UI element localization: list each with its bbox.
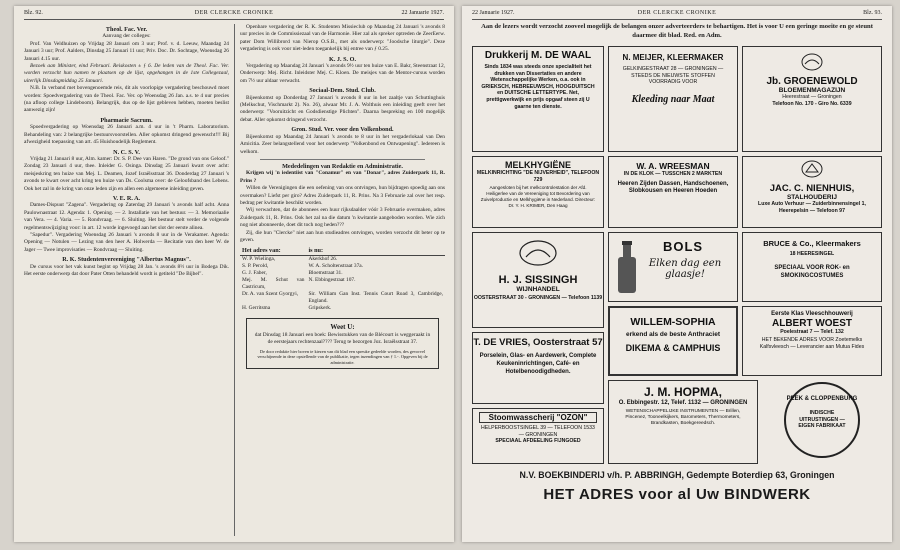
ad-title: Jb. GROENEWOLD: [766, 76, 858, 87]
address-value: Gripskerk.: [308, 305, 332, 312]
heading-sociaal-dem: Sociaal-Dem. Stud. Club.: [309, 87, 376, 95]
text-paragraph: Bijeenkomst op Donderdag 27 Januari 's avonds 8 uur in het zaaltje van Schuttinghuis (Melkschut, Vischmarkt 2). No. 26), alwaar Mr. J. A. Wolthuis een inleiding geeft over het onderwerp: "Vooruitzicht en Godsdienstige Plichten". Daarna bespreking en 100 mogelijk debat. Aller opkomst dringend verzocht.: [240, 94, 445, 123]
text-paragraph: Willen de Verenigingen die een oefening van ons ontvingen, hun bijdragen spoedig aan ons overmaken? Liefst per giro? Adres Zuiderpark 11, R. Prins. Na 3 Februarie zal over het resp. bedrag per kwitantie beschikt worden.: [240, 185, 445, 206]
ad-title: ALBERT WOEST: [772, 317, 852, 329]
right-running-header: [472, 10, 882, 20]
heading-albertus-magnus: R. K. Studentenvereeniging "Albertus Magnus".: [62, 256, 191, 264]
text-paragraph: Krijgen wij 'n iedentiist van "Conamur" en van "Donar", adres Zuiderpark 11, R. Prins ?: [240, 170, 445, 184]
weet-u-box: [246, 318, 439, 369]
ad-ozon: [472, 408, 604, 464]
ad-subtitle: STALHOUDERIJ: [786, 194, 838, 201]
ad-text: SPECIAAL AFDEELING FIJNGOED: [495, 438, 581, 445]
ad-address: 18 HEERESINGEL: [789, 251, 835, 257]
address-name: S. P. Perold,: [242, 263, 269, 270]
ad-title: BRUCE & Co., Kleermakers: [763, 239, 861, 248]
table-row: [240, 270, 445, 277]
bindery-ad-slogan: HET ADRES voor al Uw BINDWERK: [543, 486, 811, 503]
ad-title: T. DE VRIES, Oosterstraat 57: [473, 337, 603, 348]
ad-woest: [742, 306, 882, 376]
address-name: G. J. Faber,: [242, 270, 267, 277]
left-column-2: [240, 24, 445, 536]
left-column-1: [24, 24, 229, 536]
heading-vera: V. E. R. A.: [112, 194, 141, 202]
text-paragraph: "Sapedur". Vergadering Woensdag 26 Januari 's avonds 8 uur in de Verakamer. Agenda: Opening — Notulen — Lezing van den heer A. Holwerda — Recitatie van den heer W. de Jager — Twee improvisaties — Rondvraag — Sluiting.: [24, 231, 229, 253]
table-row: [240, 277, 445, 291]
table-row: [240, 305, 445, 312]
ad-title: PEEK & CLOPPENBURG: [786, 396, 858, 402]
ad-title: JAC. C. NIENHUIS,: [769, 183, 855, 194]
text-paragraph: Vergadering op Maandag 24 Januari 's avonds 9½ uur ten huize van E. Bakr, Steenstraat 12, Onderwerp: Mej. Richt. Inleidster Mej. C. Kloen. De meisjes van de Mentor-cursus worden om 7½ uur aldaar verwacht.: [240, 63, 445, 84]
heading-theol-fac: Theol. Fac. Ver.: [105, 26, 148, 33]
address-name: Mej. M. Schut van Castricum,: [242, 277, 305, 291]
ad-text: HET BEKENDE ADRES VOOR Zoetemelks Kalfsvleesch — Leverancier aan Mutua Fides: [759, 337, 865, 350]
ad-nienhuis: [742, 156, 882, 228]
address-value: Akerkhof 26.: [308, 256, 338, 263]
ad-text: Porselein, Glas- en Aardewerk, Complete Keukeninrichtingen, Café- en Hotelbenoodigdheden.: [479, 353, 597, 375]
right-page-number: Blz. 93.: [863, 10, 882, 16]
text-paragraph: Openbare vergadering der R. K. Studenten Missieclub op Maandag 24 Januari 's avonds 8 uur precies in de Commissiezaal van de Harmonie. Hier zal als spreker optreden de ZeerEerw. pater Dom Willibrord van Nierop O.S.B., met als onderwerp: "Joodsche liturgie". Deze vergadering is ook voor niet-leden toegankelijk bij entree van ƒ 0.25.: [240, 24, 445, 53]
divider: [260, 159, 425, 160]
ad-wreesman: [608, 156, 738, 228]
ad-title: J. M. HOPMA,: [643, 385, 722, 399]
text-paragraph: Zij, die hun "Clercke" niet aan hun studieadres ontvingen, worden verzocht dit beter op te geven.: [240, 229, 445, 243]
ad-subtitle: WIJNHANDEL: [516, 286, 560, 293]
address-column-header: Het adres van:: [240, 246, 306, 256]
left-page: [14, 6, 454, 542]
ad-address: OOSTERSTRAAT 30 - GRONINGEN — Telefoon 1139: [473, 295, 603, 301]
text-paragraph: N.B. In verband met bovengenoemde reis, dit als voorlopige vergadering beschouwd moet worden: Spoedvergadering van de Theol. Fac. Ver. op Woensdag 26 Jan. a.s. te 4 uur precies (na afloop college Lindeboom). Belangrijk, dus op de lijst gebleven hebben, moeten beslist aanwezig zijn!: [24, 85, 229, 114]
ad-address: O. Ebbingestr. 12, Telef. 1132 — GRONINGEN: [618, 400, 748, 406]
text-paragraph: Wij verwachten, dat de abonnees een huur rijksdaalder vóór 3 Februarie overmaken, adres Zuiderpark 11, R. Prins. Ook het zal na die datum 'n kwitantie aangeboden worden. Wie zich nog niet abonneerde, doet dit toch nog heden???: [240, 207, 445, 229]
weet-u-title: Weet U:: [330, 323, 355, 332]
text-paragraph: De cursus voor het vak kunst begint op Vrijdag 28 Jan. 's avonds 8½ uur in Bodega Dik. Het eerste onderwerp dat door Pater Otten behandeld wordt is getiteld "De Bijbel".: [24, 263, 229, 277]
bottle-icon: [615, 239, 639, 295]
text-paragraph: Bezoek aan Minister, eind Februari. Reiskosten ± ƒ 6. De leden van de Theol. Fac. Ver. worden verzocht hun namen te plaatsen op de lijst, opgehangen in de 1ste Collegezaal, uiterlijk Dinsdagmiddag 25 Januari.: [24, 63, 229, 84]
ad-subtitle: MELKINRICHTING "DE NIJVERHEID", TELEFOON 729: [476, 170, 600, 183]
ad-willem-sophia: [608, 306, 738, 376]
ad-sissingh: [472, 232, 604, 328]
weet-u-small-print: De door redaktie hier boven te kiezen van dit blad een spreuke gedeelde worden, des gevorvel verschijnende in deze opstellende van de publikatie, tegen inzendingen van ƒ 1.-. Opgeven bij de administratie.: [257, 348, 428, 365]
ad-address: Poelestraat 7 — Telef. 132: [780, 328, 844, 335]
ad-text: WETENSCHAPPELIJKE INSTRUMENTEN — Brillen, Pincenez, Tooneelkijkers, Barometers, Thermometers, Brandkasten, Boekgereedsch.: [625, 409, 741, 427]
ad-address: HELPERBOOSTSINGEL 39 — TELEFOON 1533 — GRONINGEN: [481, 425, 595, 438]
address-change-table: [240, 246, 445, 312]
ad-subtitle: IN DE KLOK — TUSSCHEN 2 MARKTEN: [623, 171, 723, 177]
ad-melkhygiene: [472, 156, 604, 228]
ad-title: MELKHYGIËNE: [504, 160, 571, 170]
ad-text: SPECIAAL VOOR ROK- en SMOKINGCOSTUMES: [774, 264, 850, 279]
ad-title: WILLEM-SOPHIA: [630, 316, 716, 328]
table-row: [240, 263, 445, 270]
address-name: H. Gerritsma: [242, 305, 271, 312]
ad-meijer: [608, 46, 738, 152]
text-paragraph: Bijeenkomst op Maandag 24 Januari 's avonds te 8 uur in het vergaderlokaal van Den Amicitia. Zeer belangstellend voor het onderwerp "Volkenbond en Ontwapening". Iedereen is welkom.: [240, 133, 445, 155]
address-value: W. A. Scholtenstraat 37a.: [308, 263, 364, 270]
table-row: [240, 256, 445, 264]
ad-de-vries: [472, 332, 604, 404]
ad-text: Aangesloten bij het melkcontrolestation der Afd. Heiligerlee van de Vereeniging tot Bevordering van Zuivelproductie en Melkhygiëne in Nederland. Directeur: Dr. Y. H. KRIMER, Den Haag: [480, 185, 596, 209]
ad-bruce: [742, 232, 882, 302]
text-paragraph: Vrijdag 21 Januari 8 uur, Alm. kamer: Dr. S. P. Dee van Haren. "De grond van ons Geloof." Zondag 23 Januari 4 uur, thee. Inleider G. Osinga. Dinsdag 25 Januari kwart over acht: meisjeskring ten huize van Mej. L. Deamen, Jozef Israëlsstraat 36. Donderdag 27 Januari 's avonds te kwart over acht kring ten huize van Ds. Coolsma over: de Geloofsband des Lebens. Ook het zal in de kring van onze leden zijn en allen een algemeene inleiding geven.: [24, 155, 229, 192]
ad-title: BOLS: [662, 239, 704, 254]
ad-text: Sinds 1834 was steeds onze specialiteit het drukken van Dissertaties en andere Wetenschappelijke Werken, o.a. ook in GRIEKSCH, HEBREEUWSCH, HOOGDUITSCH en DUITSCHE LETTERTYPE. Net, prettigwerkwijk en prijs opgaaf steen zij U gaarne ten dienste.: [481, 64, 595, 110]
ad-title: W. A. WREESMAN: [636, 161, 710, 171]
heading-kjso: K. J. S. O.: [329, 55, 356, 63]
address-name: Dr. A. van Szent Gyorgyi,: [242, 291, 299, 298]
heading-volkenbond: Gron. Stud. Ver. voor den Volkenbond.: [291, 126, 394, 134]
left-running-header: [24, 10, 444, 20]
ad-peek-cloppenburg: [762, 380, 882, 464]
ad-phone: Telefoon No. 170 - Giro No. 6339: [772, 100, 852, 107]
emblem-icon: [801, 53, 823, 71]
address-value: Sir. William Gan Inst. Tennis Court Road 3, Cambridge, England.: [308, 291, 443, 305]
ad-dealer: DIKEMA & CAMPHUIS: [625, 342, 721, 353]
heading-mededelingen: Mededelingen van Redaktie en Administratie.: [282, 162, 403, 170]
ad-address: Luxe Auto Verhuur — Zuiderbinnensingel 1, Heerepelsin — Telefoon 97: [758, 201, 866, 214]
ad-title: Drukkerij M. DE WAAL: [484, 50, 592, 61]
ad-title: Stoomwasscherij "OZON": [479, 412, 597, 423]
ad-slogan: Elken dag een glaasje!: [648, 258, 722, 280]
ad-slogan: Kleeding naar Maat: [631, 93, 715, 105]
table-row: [240, 291, 445, 305]
column-rule: [234, 24, 235, 536]
ad-title: N. MEIJER, KLEERMAKER: [622, 53, 724, 62]
ad-title: H. J. SISSINGH: [498, 274, 578, 286]
bindery-ad-line: N.V. BOEKBINDERIJ v/h. P. ABBRINGH, Gedempte Boterdiep 63, Groningen: [519, 470, 835, 480]
text-paragraph: Prof. Van Veldhuizen op Vrijdag 28 Januari om 3 uur; Prof. v. d. Leeuw, Maandag 24 Januari 3 uur; Prof. Aalders, Dinsdag 25 Januari 11 uur; Priv. Doc. Dr. Sochtage, Woensdag 26 Januari 4.15 uur.: [24, 40, 229, 62]
address-value: Bloemstraat 31.: [308, 270, 343, 277]
right-masthead: DER CLERCKE CRONIKE: [637, 10, 717, 16]
text-paragraph: Aanvang der colleges:: [102, 33, 151, 40]
right-page: [462, 6, 892, 542]
text-paragraph: Dames-Dispuut "Zagena". Vergadering op Zaterdag 29 Januari 's avonds half acht. Anna Paulownastraat 12. Agenda: 1. Opening. — 2. Installatie van het bestuur. — 3. Memoriaalie van Vera. — 4. Varia. — 5. Rondvraag. — 6. Sluiting. Het bestuur stelt verder de volgende regelmentswijziging voor: in art. 12 worde ingevoegd aan het slot der eerste alinea.: [24, 202, 229, 231]
ad-text: GELKINGESTRAAT 28 — GRONINGEN — STEEDS DE NIEUWSTE STOFFEN VOORRADIG VOOR: [622, 66, 724, 86]
ad-subtitle: BLOEMENMAGAZIJN: [778, 87, 846, 94]
address-value: N. Ebbingestraat 107.: [308, 277, 356, 284]
ad-hopma: [608, 380, 758, 464]
right-date: 22 Januarie 1927.: [472, 10, 515, 16]
left-masthead: DER CLERCKE CRONIKE: [194, 10, 274, 16]
ad-subtitle: erkend als de beste Anthraciet: [625, 331, 721, 338]
emblem-icon: [518, 239, 558, 267]
left-page-number: Blz. 92.: [24, 10, 43, 16]
address-column-header: is nu:: [306, 246, 445, 256]
left-date: 22 Januarie 1927.: [401, 10, 444, 16]
ad-bols: [608, 232, 738, 302]
address-name: W. P. Wielinga,: [242, 256, 276, 263]
ad-subtitle: Eerste Klas Vleeschhouwerij: [771, 311, 853, 317]
ad-text: Heeren Zijden Dassen, Handschoenen, Slobkousen en Heeren Hoeden: [617, 180, 729, 194]
ad-address: Heerestraat — Groningen: [782, 94, 842, 100]
ad-de-waal: [472, 46, 604, 152]
ad-text: INDISCHE UITRUSTINGEN — EIGEN FABRIKAAT: [798, 410, 846, 430]
heading-pharmacie: Pharmacie Sacrum.: [100, 116, 153, 124]
emblem-icon: [801, 160, 823, 178]
ad-groenewold: [742, 46, 882, 152]
text-paragraph: Spoedvergadering op Woensdag 26 Januari a.m. 4 uur in 't Pharm. Laboratorium. Behandeling van: 2 belangrijke bestuursvoorstellen. Aller opkomst dringend gewenscht!!! Bij afwezigheid toepassing van art. 45 Huishoudelijk Reglement.: [24, 124, 229, 146]
heading-ncsv: N. C. S. V.: [113, 148, 140, 156]
weet-u-text: dat Dinsdag 18 Januari een boek: Bewisstukken van de Blécourt is weggeraakt in de eerstejaars rechtenzaal???? Terug te bezorgen Joz. Israëlsstraat 37.: [254, 331, 431, 346]
advertiser-notice: Aan de lezers wordt verzocht zooveel mogelijk de belangen onzer adverteerders te behartigen. Het is voor U een geringe moeite en ge steunt daarmee dit blad. Red. en Adm.: [481, 23, 873, 39]
